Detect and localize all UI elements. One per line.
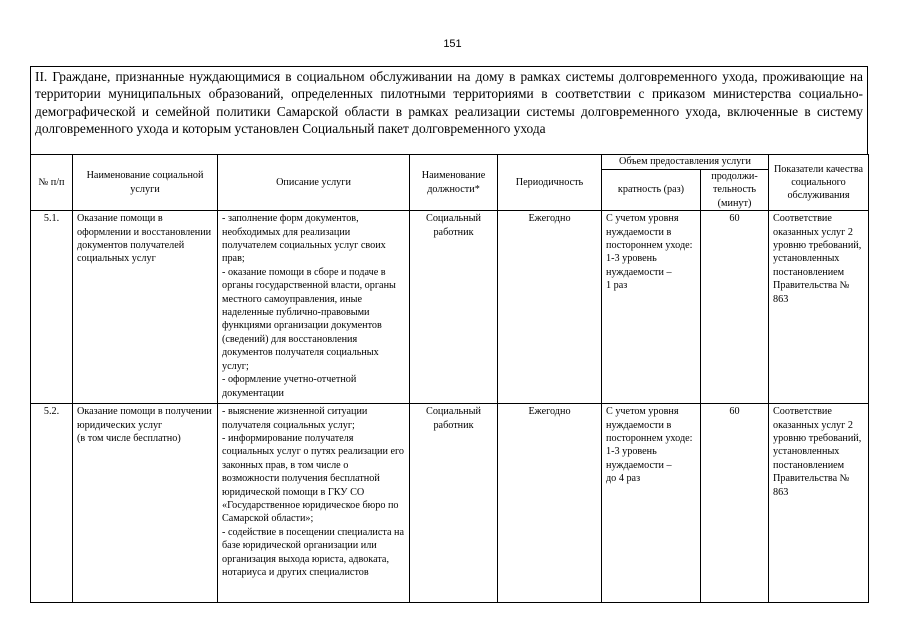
document-sheet: [30, 66, 868, 603]
section-title: II. Граждане, признанные нуждающимися в социальном обслуживании на дому в рамках системы долговременного ухода, проживающие на территории муниципальных образований, определенных пилотными территориями в соответствии с приказом министерства социально-демографической и семейной политики Самарской области в рамках реализации системы долговременного ухода, включенные в систему долговременного ухода и которым установлен Социальный пакет долговременного ухода: [30, 66, 868, 154]
row-num: 5.1.: [31, 211, 73, 404]
row-position: Социальный работник: [410, 211, 498, 404]
header-description: Описание услуги: [218, 155, 410, 211]
row-position: Социальный работник: [410, 404, 498, 603]
table-row: [31, 404, 869, 603]
header-position: Наименование должности*: [410, 155, 498, 211]
header-volume: Объем предоставления услуги: [602, 155, 769, 170]
header-num: № п/п: [31, 155, 73, 211]
header-periodicity: Периодичность: [498, 155, 602, 211]
row-quality: Соответствие оказанных услуг 2 уровню требований, установленных постановлением Правительства № 863: [769, 211, 869, 404]
row-multiplicity: С учетом уровня нуждаемости в постороннем уходе: 1-3 уровень нуждаемости – 1 раз: [602, 211, 701, 404]
row-service-name: Оказание помощи в оформлении и восстановлении документов получателей социальных услуг: [73, 211, 218, 404]
services-table: [30, 154, 869, 603]
row-periodicity: Ежегодно: [498, 404, 602, 603]
row-periodicity: Ежегодно: [498, 211, 602, 404]
header-quality: Показатели качества социального обслуживания: [769, 155, 869, 211]
header-duration: продолжи-тельность (минут): [701, 170, 769, 211]
page-number: 151: [443, 38, 462, 50]
row-num: 5.2.: [31, 404, 73, 603]
row-multiplicity: С учетом уровня нуждаемости в постороннем уходе: 1-3 уровень нуждаемости – до 4 раз: [602, 404, 701, 603]
header-service-name: Наименование социальной услуги: [73, 155, 218, 211]
row-quality: Соответствие оказанных услуг 2 уровню требований, установленных постановлением Правительства № 863: [769, 404, 869, 603]
row-service-name: Оказание помощи в получении юридических услуг (в том числе бесплатно): [73, 404, 218, 603]
row-description: - заполнение форм документов, необходимых для реализации получателем социальных услуг своих прав; - оказание помощи в сборе и подаче в органы государственной власти, органы местного самоуправления, иные наделенные публично-правовыми функциями организации документов (сведений) для восстановления документов получателя социальных услуг; - оформление учетно-отчетной документации: [218, 211, 410, 404]
row-duration: 60: [701, 211, 769, 404]
row-duration: 60: [701, 404, 769, 603]
row-description: - выяснение жизненной ситуации получателя социальных услуг; - информирование получателя социальных услуг о путях реализации его законных прав, в том числе о возможности получения бесплатной юридической помощи в ГКУ СО «Государственное юридическое бюро по Самарской области»; - содействие в посещении специалиста на базе юридической организации или организация выхода юриста, адвоката, нотариуса и других специалистов: [218, 404, 410, 603]
table-row: [31, 211, 869, 404]
table-header-row: [31, 155, 869, 170]
header-multiplicity: кратность (раз): [602, 170, 701, 211]
